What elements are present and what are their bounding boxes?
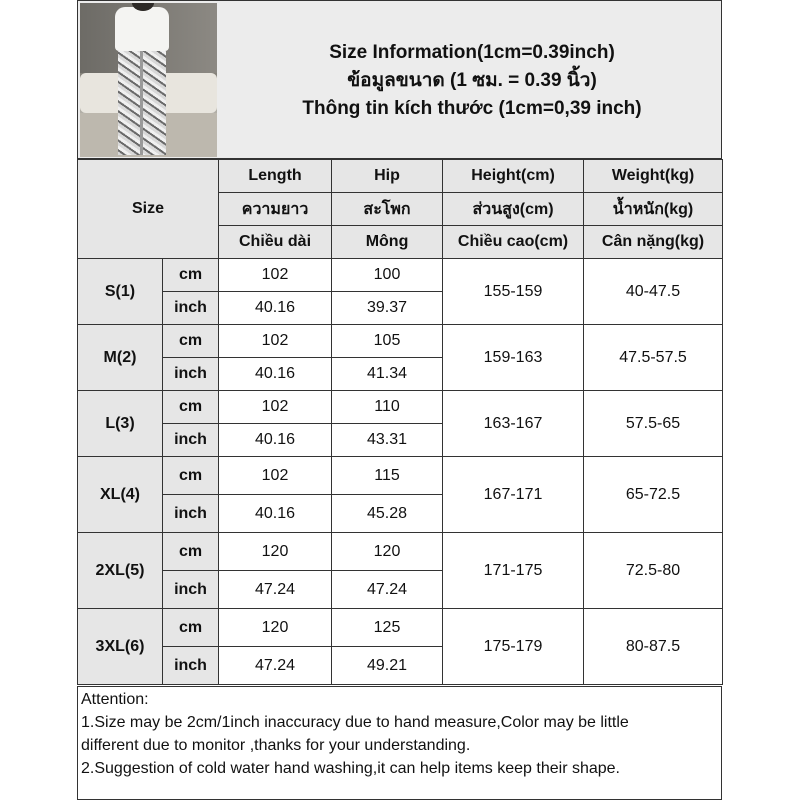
unit-cm: cm	[163, 391, 219, 424]
size-label: 3XL(6)	[78, 609, 163, 685]
col-header-weight-en: Weight(kg)	[584, 160, 723, 193]
attention-line-1b: different due to monitor ,thanks for your understanding.	[81, 737, 471, 754]
hip-cm: 125	[332, 609, 443, 647]
col-header-hip-en: Hip	[332, 160, 443, 193]
col-header-height-en: Height(cm)	[443, 160, 584, 193]
col-header-length-vi: Chiều dài	[219, 226, 332, 259]
table-row	[78, 609, 723, 647]
size-table	[77, 159, 723, 685]
weight-range: 57.5-65	[584, 391, 723, 457]
hip-cm: 120	[332, 533, 443, 571]
hip-inch: 49.21	[332, 647, 443, 685]
unit-cm: cm	[163, 259, 219, 292]
table-row	[78, 259, 723, 292]
length-cm: 120	[219, 533, 332, 571]
hip-inch: 47.24	[332, 571, 443, 609]
size-label: S(1)	[78, 259, 163, 325]
weight-range: 72.5-80	[584, 533, 723, 609]
length-inch: 47.24	[219, 571, 332, 609]
height-range: 167-171	[443, 457, 584, 533]
size-label: M(2)	[78, 325, 163, 391]
length-cm: 102	[219, 325, 332, 358]
unit-cm: cm	[163, 325, 219, 358]
unit-inch: inch	[163, 424, 219, 457]
length-cm: 102	[219, 391, 332, 424]
title-english: Size Information(1cm=0.39inch)	[329, 41, 615, 63]
col-header-weight-vi: Cân nặng(kg)	[584, 226, 723, 259]
unit-inch: inch	[163, 495, 219, 533]
hip-inch: 39.37	[332, 292, 443, 325]
table-row	[78, 457, 723, 495]
height-range: 171-175	[443, 533, 584, 609]
unit-cm: cm	[163, 457, 219, 495]
height-range: 155-159	[443, 259, 584, 325]
height-range: 163-167	[443, 391, 584, 457]
length-cm: 102	[219, 259, 332, 292]
col-header-length-en: Length	[219, 160, 332, 193]
unit-inch: inch	[163, 292, 219, 325]
length-cm: 102	[219, 457, 332, 495]
title-vietnamese: Thông tin kích thước (1cm=0,39 inch)	[302, 97, 642, 119]
weight-range: 65-72.5	[584, 457, 723, 533]
size-label: 2XL(5)	[78, 533, 163, 609]
title-thai: ข้อมูลขนาด (1 ซม. = 0.39 นิ้ว)	[347, 69, 597, 91]
weight-range: 80-87.5	[584, 609, 723, 685]
table-row	[78, 325, 723, 358]
chart-header	[77, 0, 722, 159]
col-header-hip-th: สะโพก	[332, 193, 443, 226]
col-header-hip-vi: Mông	[332, 226, 443, 259]
product-photo	[80, 3, 217, 157]
col-header-length-th: ความยาว	[219, 193, 332, 226]
unit-inch: inch	[163, 358, 219, 391]
attention-line-2: 2.Suggestion of cold water hand washing,it can help items keep their shape.	[81, 760, 620, 777]
length-inch: 40.16	[219, 424, 332, 457]
weight-range: 47.5-57.5	[584, 325, 723, 391]
height-range: 159-163	[443, 325, 584, 391]
header-titles	[223, 1, 721, 160]
hip-inch: 41.34	[332, 358, 443, 391]
size-chart	[77, 0, 722, 800]
table-row	[78, 533, 723, 571]
hip-cm: 115	[332, 457, 443, 495]
unit-inch: inch	[163, 647, 219, 685]
hip-cm: 110	[332, 391, 443, 424]
unit-cm: cm	[163, 609, 219, 647]
col-header-weight-th: น้ำหนัก(kg)	[584, 193, 723, 226]
hip-inch: 45.28	[332, 495, 443, 533]
attention-notes	[77, 686, 722, 800]
col-header-height-th: ส่วนสูง(cm)	[443, 193, 584, 226]
hip-cm: 105	[332, 325, 443, 358]
length-cm: 120	[219, 609, 332, 647]
hip-cm: 100	[332, 259, 443, 292]
height-range: 175-179	[443, 609, 584, 685]
attention-heading: Attention:	[81, 691, 149, 708]
length-inch: 40.16	[219, 358, 332, 391]
size-label: XL(4)	[78, 457, 163, 533]
length-inch: 47.24	[219, 647, 332, 685]
length-inch: 40.16	[219, 292, 332, 325]
size-label: L(3)	[78, 391, 163, 457]
table-row	[78, 391, 723, 424]
unit-cm: cm	[163, 533, 219, 571]
size-column-title: Size	[78, 160, 219, 259]
hip-inch: 43.31	[332, 424, 443, 457]
attention-line-1a: 1.Size may be 2cm/1inch inaccuracy due to hand measure,Color may be little	[81, 714, 629, 731]
weight-range: 40-47.5	[584, 259, 723, 325]
length-inch: 40.16	[219, 495, 332, 533]
col-header-height-vi: Chiều cao(cm)	[443, 226, 584, 259]
unit-inch: inch	[163, 571, 219, 609]
